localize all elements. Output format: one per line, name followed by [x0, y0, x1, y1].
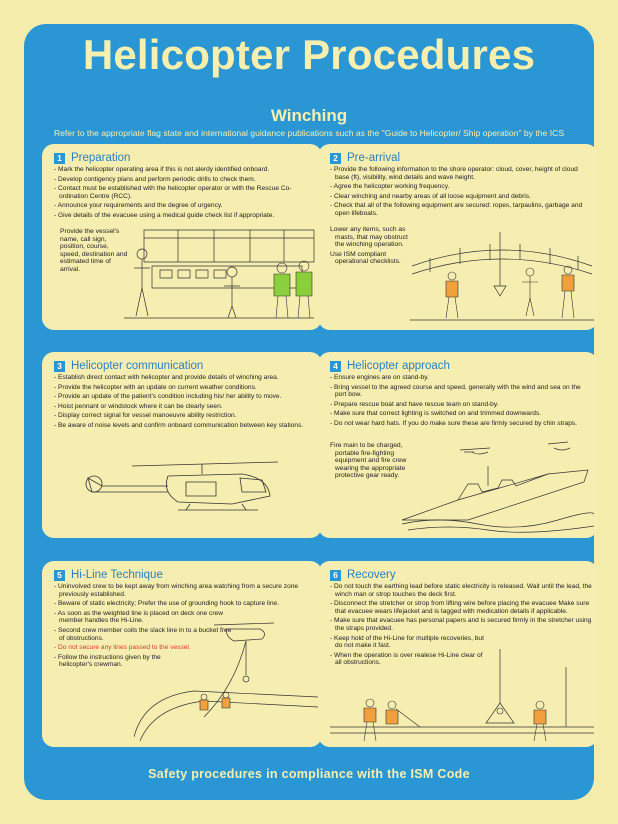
step-number: 6 — [330, 570, 341, 581]
list-item: - Keep hold of the Hi-Line for multiple recoveries, but do not make it fast. — [330, 635, 485, 650]
step-list — [54, 166, 316, 222]
list-item: - Make sure that correct lighting is switched on and trimmed downwards. — [330, 410, 592, 418]
panel-header — [330, 151, 400, 165]
deck-crew-illustration — [410, 226, 594, 324]
step-list — [330, 166, 592, 220]
panel-title: Hi-Line Technique — [71, 569, 163, 581]
page-title: Helicopter Procedures — [82, 31, 536, 78]
panel-helicopter-approach — [318, 352, 598, 538]
step-list — [330, 374, 592, 430]
step-number: 2 — [330, 153, 341, 164]
panel-hi-line-technique — [42, 561, 322, 747]
panel-title: Helicopter communication — [71, 360, 204, 372]
list-item: - Agree the helicopter working frequency. — [330, 183, 592, 191]
intro-text: Refer to the appropriate flag state and international guidance publications such as the "Guide to Helicopter/ Ship operation" by the ICS — [53, 128, 565, 138]
panel-note: Provide the vessel's name, call sign, position, course, speed, destination and estimated time of arrival. — [60, 228, 128, 273]
panel-pre-arrival — [318, 144, 598, 330]
panel-note: Fire main to be charged, portable fire-fighting equipment and fire crew wearing the appropriate protective gear ready. — [330, 442, 407, 480]
list-item: - Ensure engines are on stand-by. — [330, 374, 592, 382]
list-item: - Prepare rescue boat and have rescue team on stand-by. — [330, 401, 592, 409]
ship-approach-illustration — [398, 440, 594, 534]
panel-title: Recovery — [347, 569, 396, 581]
list-item: - As soon as the weighted line is placed on deck one crew member handles the Hi-Line. — [54, 610, 234, 625]
list-item: - Hoist pennant or windstock where it can be clearly seen. — [54, 403, 316, 411]
warning-item: - Do not secure any lines passed to the vessel. — [54, 644, 316, 652]
list-item: - Provide an update of the patient's condition including his/ her ability to move. — [54, 393, 316, 401]
list-item: - Give details of the evacuee using a medical guide check list if appropriate. — [54, 212, 316, 220]
panel-note — [330, 226, 408, 266]
list-item: - Provide the helicopter with an update on current weather conditions. — [54, 384, 316, 392]
list-item: - Mark the helicopter operating area if this is not alerdy identified onboard. — [54, 166, 316, 174]
note-checklists: Use ISM compliant operational checklists. — [330, 250, 401, 266]
page-subtitle: Winching — [270, 106, 348, 125]
list-item: - Contact must be established with the helicopter operator or with the Rescue Co-ordination Centre (RCC). — [54, 185, 316, 200]
recovery-illustration — [330, 647, 594, 743]
panel-preparation — [42, 144, 322, 330]
panel-title: Helicopter approach — [347, 360, 450, 372]
panel-header — [330, 568, 396, 582]
step-number: 4 — [330, 361, 341, 372]
list-item: - Develop contigency plans and perform periodic drills to check them. — [54, 176, 316, 184]
list-item: - Second crew member coils the slack line in to a bucket free of obstructions. — [54, 627, 234, 642]
list-item: - Follow the instructions given by the helicopter's crewman. — [54, 654, 179, 669]
panel-recovery — [318, 561, 598, 747]
panel-helicopter-communication — [42, 352, 322, 538]
panel-header — [54, 568, 163, 582]
step-number: 5 — [54, 570, 65, 581]
panel-header — [54, 359, 203, 373]
list-item: - Announce your requirements and the degree of urgency. — [54, 202, 316, 210]
ship-bridge-crew-illustration — [104, 226, 318, 324]
step-list — [54, 374, 316, 432]
panel-title: Preparation — [71, 152, 131, 164]
panel-header — [54, 151, 130, 165]
list-item: - Establish direct contact with helicopter and provide details of winching area. — [54, 374, 316, 382]
list-item: - Beware of static electricity; Prefer the use of grounding hook to capture line. — [54, 600, 316, 608]
hi-line-illustration — [134, 617, 318, 743]
list-item: - Do not wear hard hats. If you do make sure these are firmly secured by chin straps. — [330, 420, 592, 428]
list-item: - Provide the following information to the shore operator: cloud, cover, height of cloud base (ft), visibility, wind details and wave height. — [330, 166, 592, 181]
list-item: - Make sure that evacuee has personal papers and is secured firmly in the stretcher using the straps provided. — [330, 617, 592, 632]
panel-header — [330, 359, 450, 373]
list-item: - Bring vessel to the agreed course and speed, generally with the wind and sea on the port bow. — [330, 384, 592, 399]
footer-text: Safety procedures in compliance with the ISM Code — [148, 767, 470, 781]
list-item: - Disconnect the stretcher or strop from lifting wire before placing the evacuee Make sure that evacuee wears lifejacket and is tagged with medication details if applicable. — [330, 600, 592, 615]
list-item: - Check that all of the following equipment are secured: ropes, tarpaulins, garbage and open lifeboats. — [330, 202, 592, 217]
step-number: 1 — [54, 153, 65, 164]
list-item: - Uninvolved crew to be kept away from winching area watching from a secure zone previously established. — [54, 583, 316, 598]
list-item: - Display correct signal for vessel manoeuvre ability restriction. — [54, 412, 316, 420]
note-masts: Lower any items, such as masts, that may obstruct the winching operation. — [330, 226, 408, 249]
list-item: - Be aware of noise levels and confirm onboard communication between key stations. — [54, 422, 316, 430]
helicopter-illustration — [82, 452, 282, 532]
step-number: 3 — [54, 361, 65, 372]
list-item: - Clear winching and nearby areas of all loose equipment and debris. — [330, 193, 592, 201]
panel-title: Pre-arrival — [347, 152, 401, 164]
list-item: - When the operation is over realese Hi-Line clear of all obstructions. — [330, 652, 485, 667]
list-item: - Do not touch the earthing lead before static electricity is released. Wait until the lead, the winch man or strop touches the deck first. — [330, 583, 592, 598]
